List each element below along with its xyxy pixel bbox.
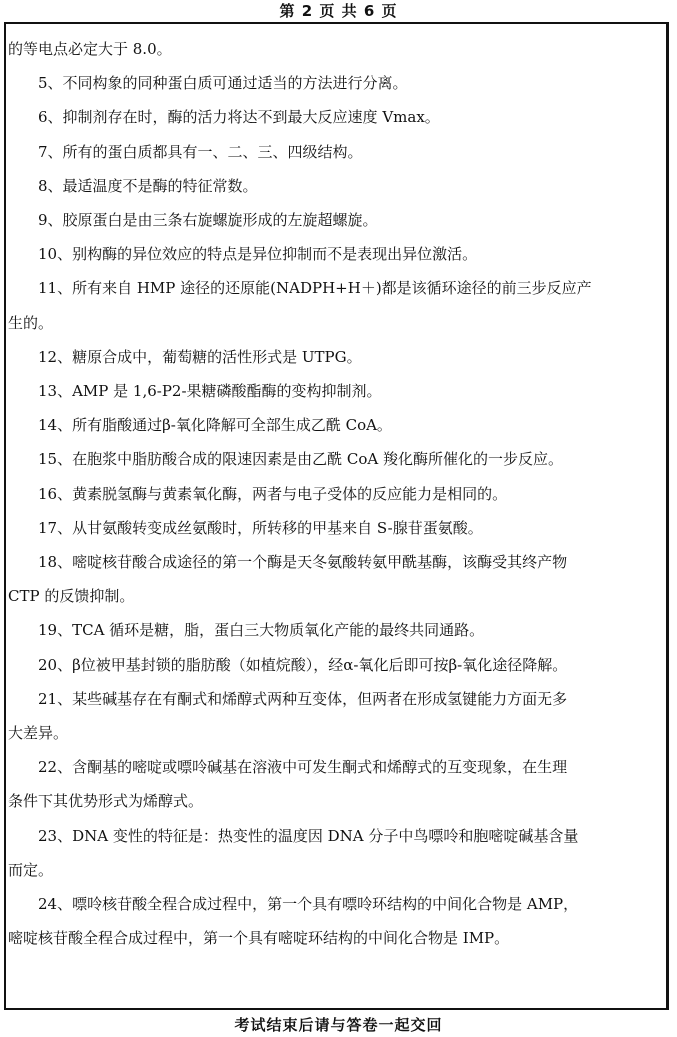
question-line: 8、最适温度不是酶的特征常数。	[38, 176, 258, 195]
question-frame	[4, 22, 669, 1010]
question-line: 11、所有来自 HMP 途径的还原能(NADPH+H＋)都是该循环途径的前三步反应产	[38, 279, 592, 298]
footer-notice: 考试结束后请与答卷一起交回	[234, 1016, 443, 1034]
page-number-header: 第 2 页 共 6 页	[279, 2, 398, 20]
question-line-continuation: 的等电点必定大于 8.0。	[8, 40, 172, 58]
question-line-continuation: 大差异。	[8, 724, 69, 743]
question-line: 7、所有的蛋白质都具有一、二、三、四级结构。	[38, 142, 363, 161]
question-line-continuation: 条件下其优势形式为烯醇式。	[8, 792, 204, 811]
question-line: 18、嘧啶核苷酸合成途径的第一个酶是天冬氨酸转氨甲酰基酶，该酶受其终产物	[38, 553, 568, 572]
question-line: 10、别构酶的异位效应的特点是异位抑制而不是表现出异位激活。	[38, 245, 478, 264]
question-line: 5、不同构象的同种蛋白质可通过适当的方法进行分离。	[38, 74, 408, 93]
question-line-continuation: CTP 的反馈抑制。	[8, 587, 135, 606]
question-line: 21、某些碱基存在有酮式和烯醇式两种互变体，但两者在形成氢键能力方面无多	[38, 689, 568, 708]
question-line: 9、胶原蛋白是由三条右旋螺旋形成的左旋超螺旋。	[38, 211, 378, 230]
question-line-continuation: 而定。	[8, 860, 54, 879]
question-line: 17、从甘氨酸转变成丝氨酸时，所转移的甲基来自 S-腺苷蛋氨酸。	[38, 518, 483, 537]
question-line: 15、在胞浆中脂肪酸合成的限速因素是由乙酰 CoA 羧化酶所催化的一步反应。	[38, 450, 563, 469]
question-line: 23、DNA 变性的特征是：热变性的温度因 DNA 分子中鸟嘌呤和胞嘧啶碱基含量	[38, 826, 579, 845]
question-list	[6, 24, 666, 955]
question-line: 19、TCA 循环是糖，脂，蛋白三大物质氧化产能的最终共同通路。	[38, 621, 485, 640]
question-line: 16、黄素脱氢酶与黄素氧化酶，两者与电子受体的反应能力是相同的。	[38, 484, 508, 503]
question-line: 6、抑制剂存在时，酶的活力将达不到最大反应速度 Vmax。	[38, 108, 440, 127]
question-line: 22、含酮基的嘧啶或嘌呤碱基在溶液中可发生酮式和烯醇式的互变现象，在生理	[38, 758, 568, 777]
question-line-continuation: 生的。	[8, 313, 54, 332]
question-line: 13、AMP 是 1,6-P2-果糖磷酸酯酶的变构抑制剂。	[38, 382, 382, 401]
question-line: 12、糖原合成中，葡萄糖的活性形式是 UTPG。	[38, 347, 362, 366]
question-line: 14、所有脂酸通过β-氧化降解可全部生成乙酰 CoA。	[38, 416, 392, 435]
question-line-continuation: 嘧啶核苷酸全程合成过程中，第一个具有嘧啶环结构的中间化合物是 IMP。	[8, 929, 510, 948]
question-line: 20、β位被甲基封锁的脂肪酸（如植烷酸），经α-氧化后即可按β-氧化途径降解。	[38, 655, 568, 674]
question-line: 24、嘌呤核苷酸全程合成过程中，第一个具有嘌呤环结构的中间化合物是 AMP，	[38, 895, 579, 914]
